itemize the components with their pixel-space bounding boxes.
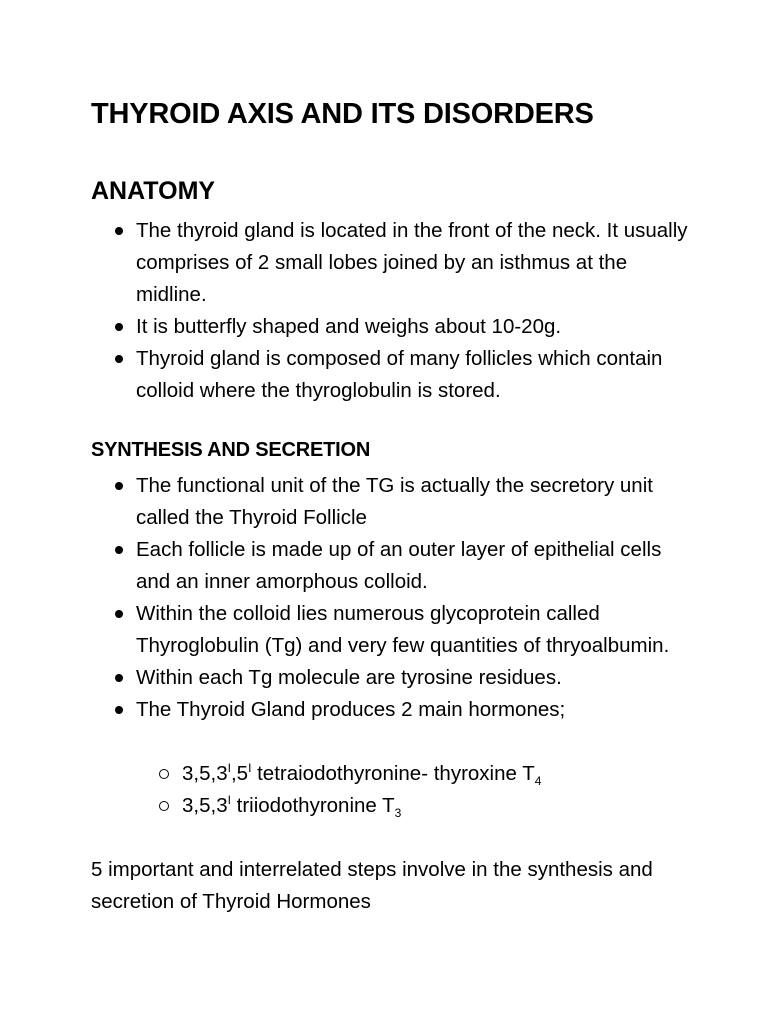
synthesis-bullet-list [0, 470, 700, 726]
list-item [0, 662, 700, 694]
prime-mark: I [248, 761, 252, 776]
hormone-subscript: 3 [394, 806, 402, 821]
bullet-icon [115, 706, 123, 714]
hormone-mid: ,5 [230, 762, 249, 785]
closing-paragraph: 5 important and interrelated steps involve in the synthesis and secretion of Thyroid Hormones [91, 858, 653, 913]
list-item [0, 343, 700, 407]
bullet-icon [115, 546, 123, 554]
document-title: THYROID AXIS AND ITS DISORDERS [91, 98, 594, 130]
list-item-text: Each follicle is made up of an outer layer of epithelial cells and an inner amorphous colloid. [136, 538, 662, 593]
anatomy-bullet-list [0, 215, 700, 407]
hollow-bullet-icon [159, 769, 169, 779]
hormone-sublist [0, 758, 541, 822]
synthesis-heading: SYNTHESIS AND SECRETION [91, 439, 371, 461]
list-item [0, 470, 700, 534]
list-item-text: The Thyroid Gland produces 2 main hormones; [136, 698, 566, 721]
bullet-icon [115, 323, 123, 331]
anatomy-heading: ANATOMY [91, 177, 216, 205]
prime-mark: I [227, 761, 231, 776]
list-item-text: The thyroid gland is located in the front of the neck. It usually comprises of 2 small lobes joined by an isthmus at the midline. [136, 219, 688, 306]
list-item [0, 694, 700, 726]
bullet-icon [115, 355, 123, 363]
hormone-name: tetraiodothyronine- thyroxine T [251, 762, 535, 785]
list-item [0, 598, 700, 662]
hormone-name: triiodothyronine T [230, 794, 395, 817]
hormone-subscript: 4 [534, 774, 542, 789]
list-item [0, 215, 700, 311]
bullet-icon [115, 227, 123, 235]
bullet-icon [115, 610, 123, 618]
list-item-text: Thyroid gland is composed of many follicles which contain colloid where the thyroglobulin is stored. [136, 347, 663, 402]
list-item-text: Within each Tg molecule are tyrosine residues. [136, 666, 562, 689]
bullet-icon [115, 482, 123, 490]
hormone-item-triiodothyronine [0, 790, 541, 822]
hormone-prefix: 3,5,3 [182, 794, 228, 817]
prime-mark: I [227, 793, 231, 808]
list-item [0, 534, 700, 598]
hormone-prefix: 3,5,3 [182, 762, 228, 785]
list-item-text: Within the colloid lies numerous glycoprotein called Thyroglobulin (Tg) and very few quantities of thryoalbumin. [136, 602, 670, 657]
list-item [0, 311, 700, 343]
bullet-icon [115, 674, 123, 682]
list-item-text: It is butterfly shaped and weighs about 10-20g. [136, 315, 562, 338]
list-item-text: The functional unit of the TG is actually the secretory unit called the Thyroid Follicle [136, 474, 653, 529]
hollow-bullet-icon [159, 801, 169, 811]
hormone-item-thyroxine [0, 758, 541, 790]
